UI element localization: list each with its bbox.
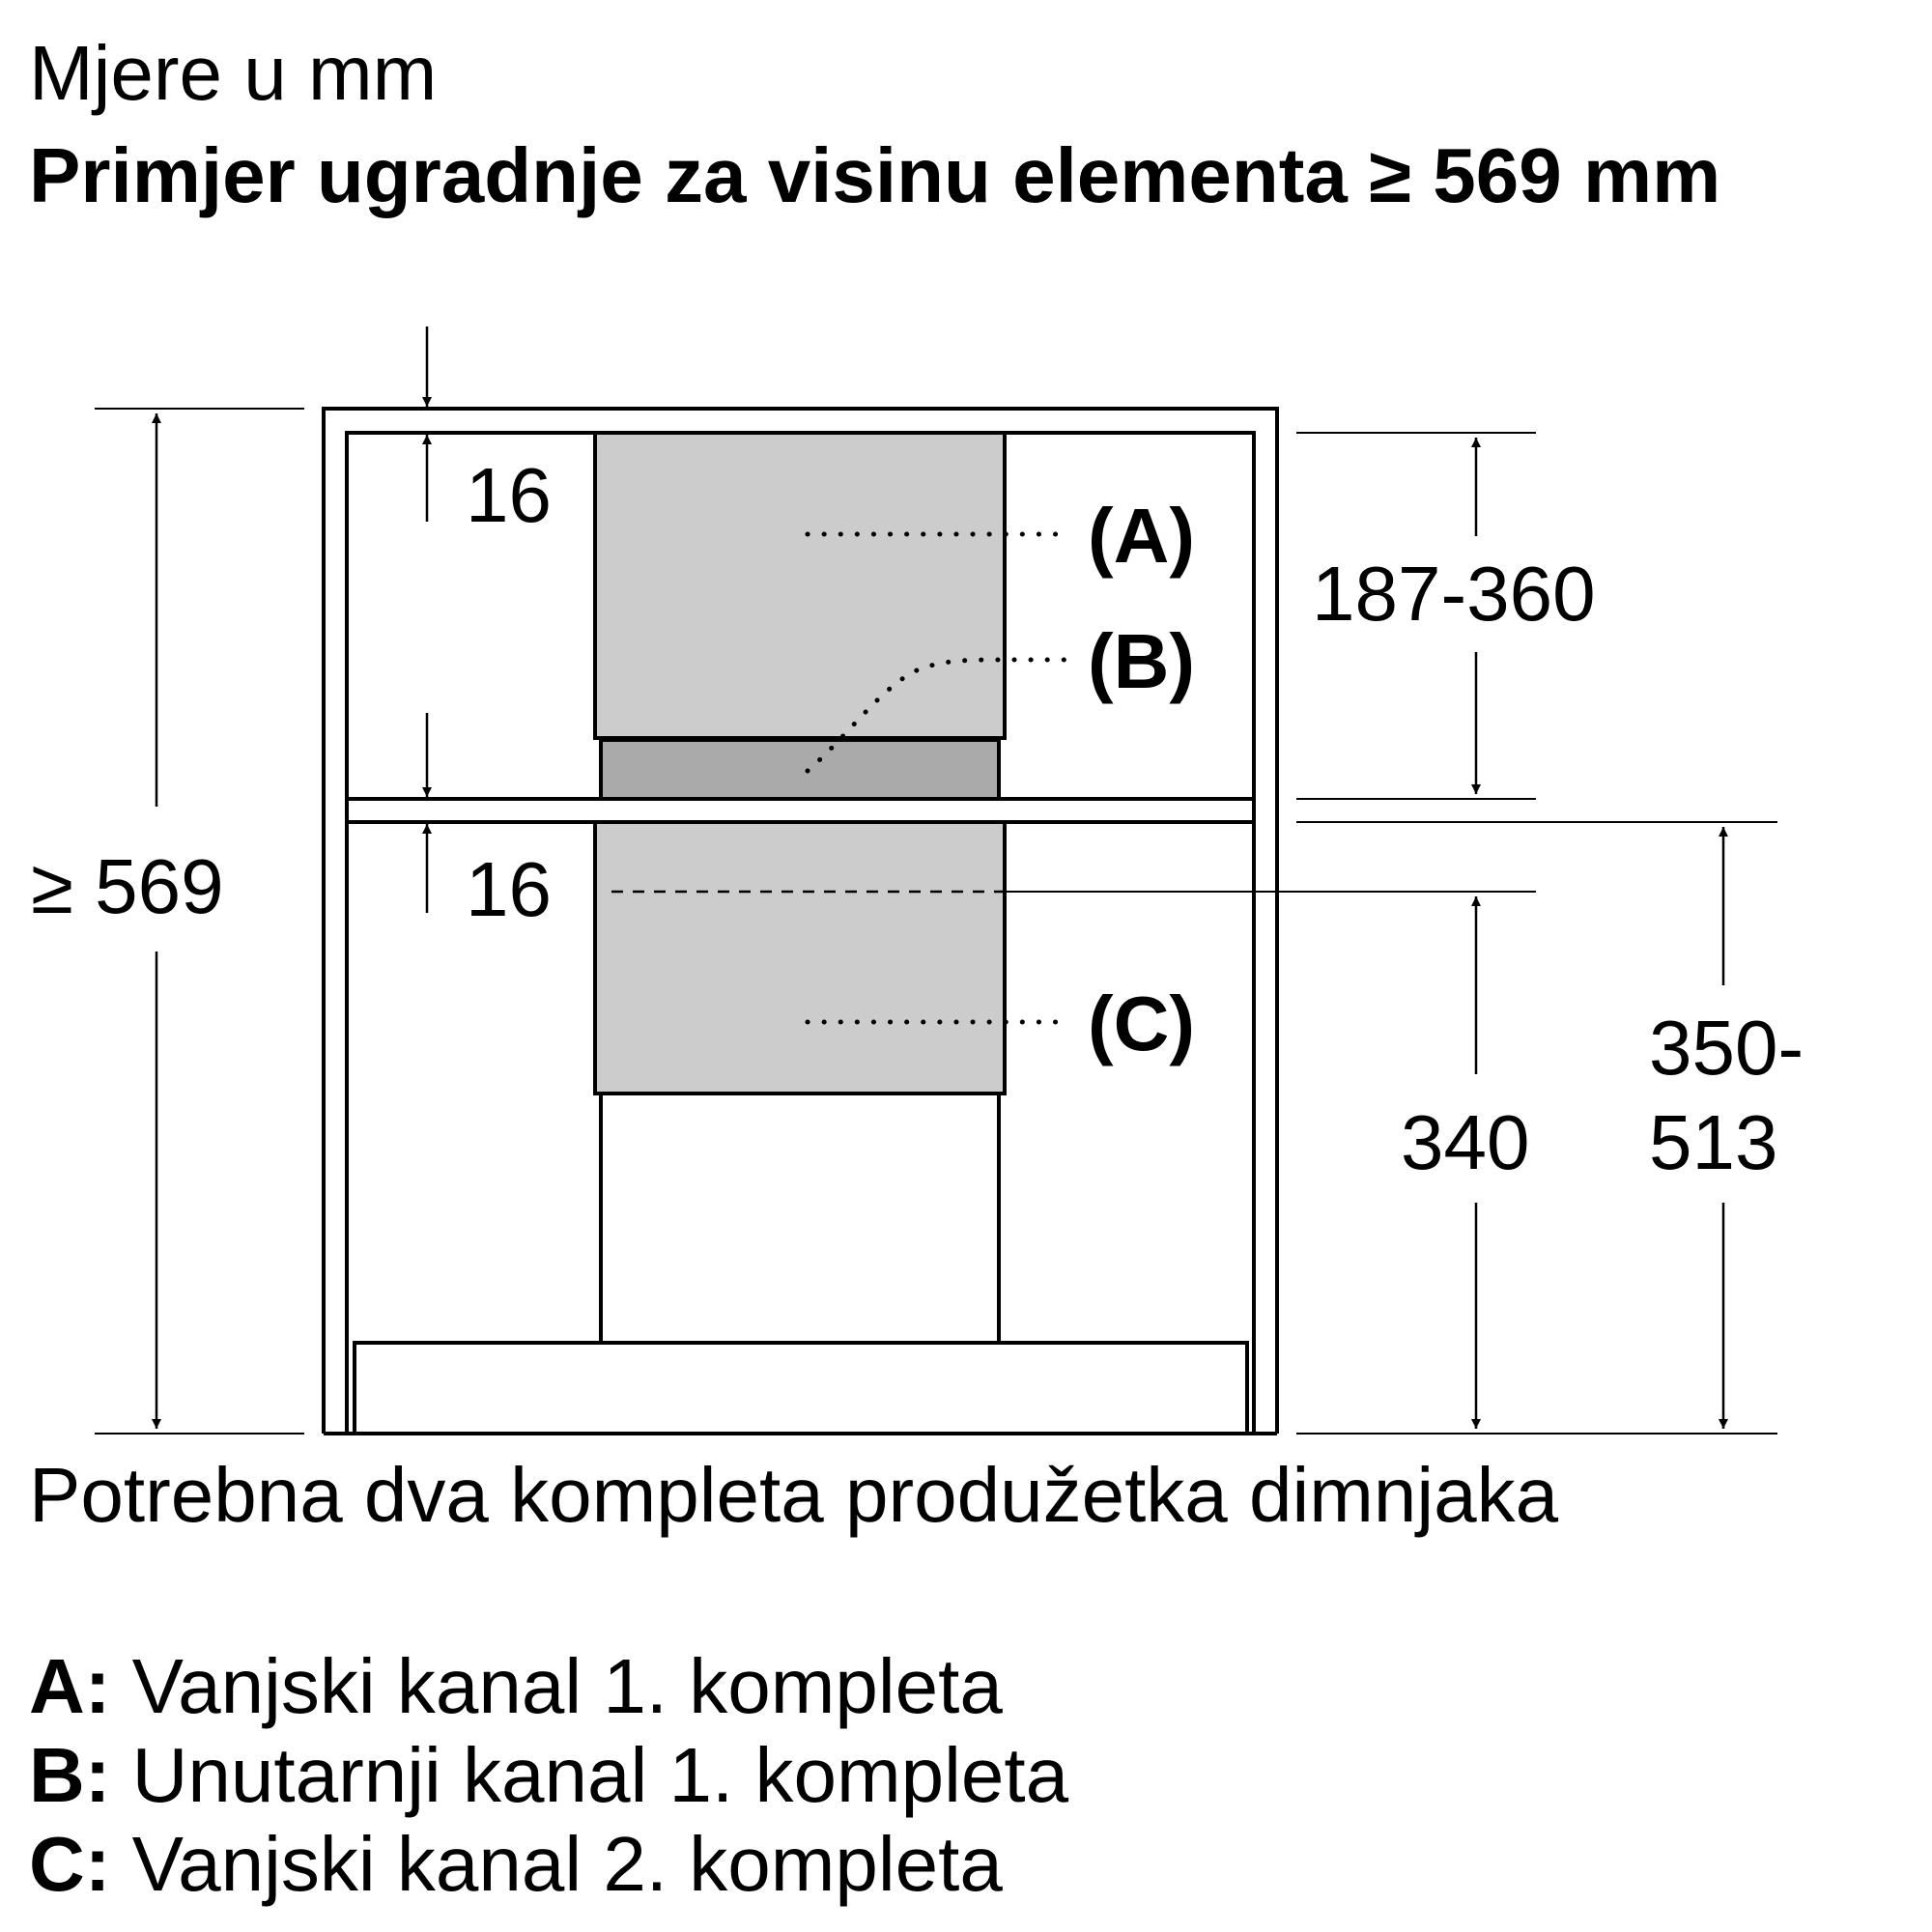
- dim-top-gap-label: 16: [466, 452, 552, 538]
- legend-key: B:: [29, 1732, 111, 1818]
- page-title: Primjer ugradnje za visinu elementa ≥ 569 mm: [29, 132, 1721, 218]
- legend-item-c: [29, 1821, 1003, 1907]
- legend-text: Unutarnji kanal 1. kompleta: [131, 1732, 1069, 1818]
- outer-channel-c: [595, 822, 1005, 1094]
- outer-channel-a: [595, 433, 1005, 738]
- hood-body: [355, 1343, 1247, 1434]
- legend-item-b: [29, 1732, 1069, 1818]
- shelf: [347, 799, 1254, 822]
- dim-lower-height-label: 340: [1401, 1099, 1530, 1185]
- dim-right-range-label-2: 513: [1649, 1099, 1778, 1185]
- dim-total-height-label: ≥ 569: [31, 843, 224, 929]
- callout-a: (A): [1088, 493, 1196, 579]
- inner-channel-b: [601, 740, 999, 799]
- lower-duct: [601, 1094, 999, 1343]
- legend-text: Vanjski kanal 1. kompleta: [131, 1643, 1003, 1729]
- legend-key: C:: [29, 1821, 111, 1907]
- dim-upper-range-label: 187-360: [1312, 551, 1596, 637]
- installation-note: Potrebna dva kompleta produžetka dimnjaka: [29, 1452, 1559, 1538]
- legend-key: A:: [29, 1643, 111, 1729]
- dim-right-range-label-1: 350-: [1649, 1005, 1804, 1091]
- callout-b: (B): [1088, 618, 1196, 704]
- legend-text: Vanjski kanal 2. kompleta: [131, 1821, 1003, 1907]
- legend-item-a: [29, 1643, 1003, 1729]
- dim-shelf-gap-label: 16: [466, 846, 552, 932]
- units-note: Mjere u mm: [29, 30, 438, 116]
- callout-c: (C): [1088, 980, 1196, 1066]
